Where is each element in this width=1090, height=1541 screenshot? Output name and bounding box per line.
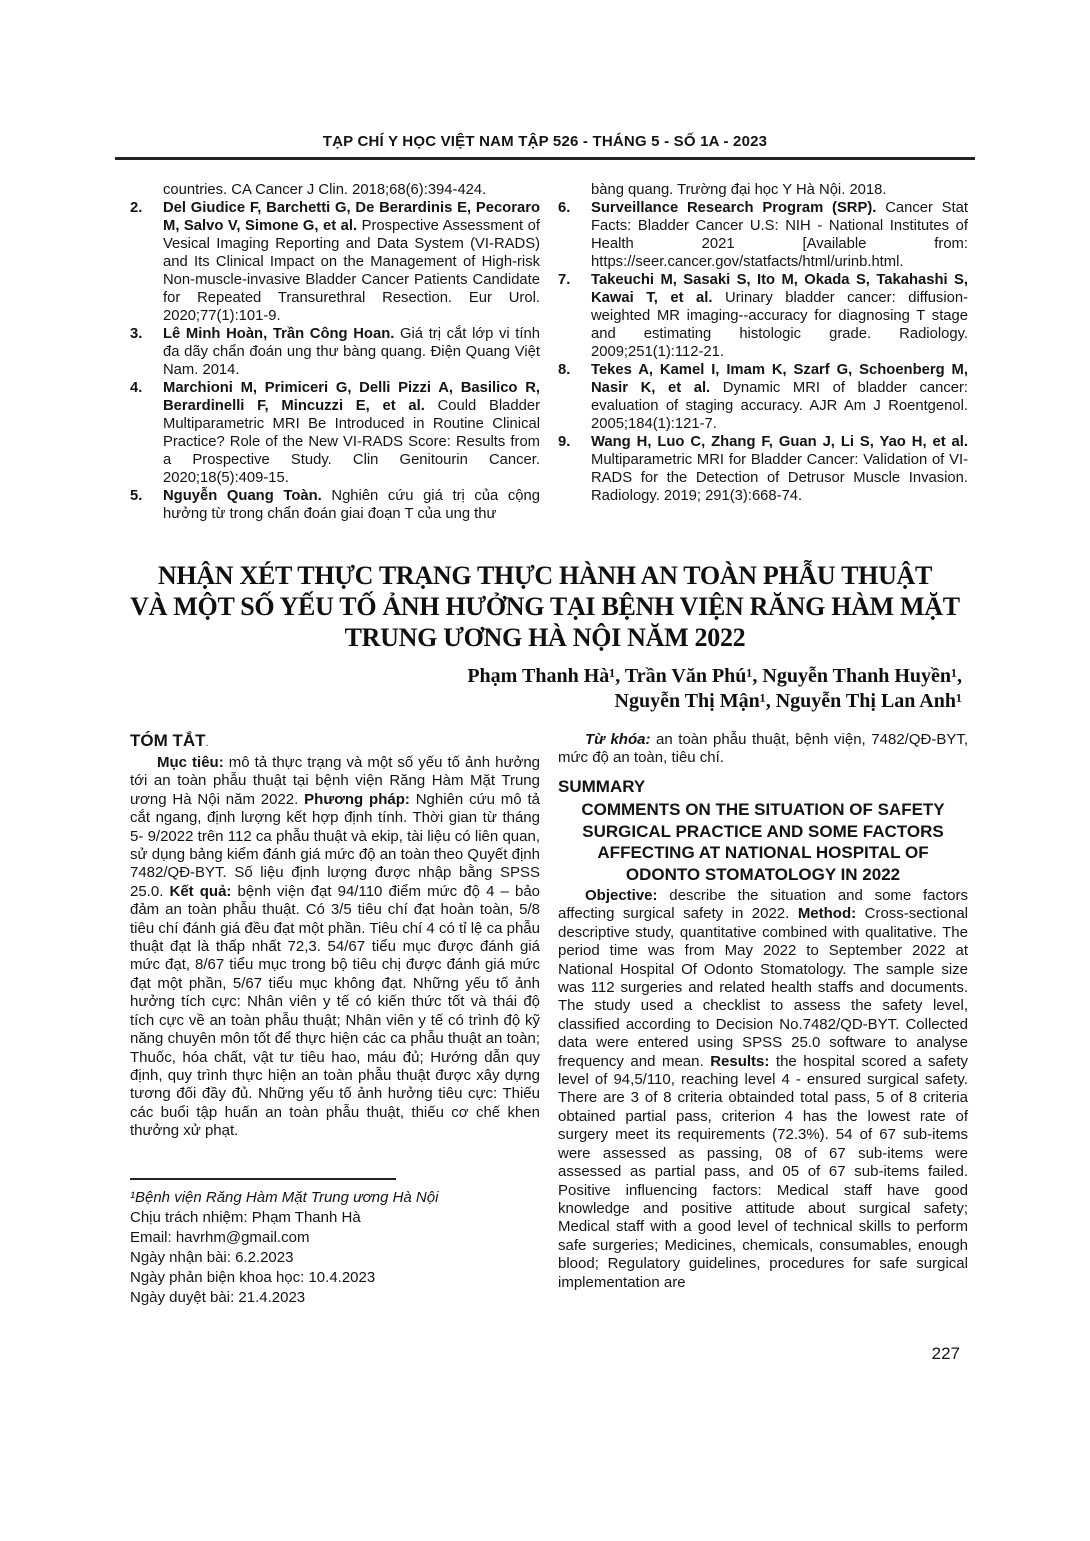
summary-title-line: AFFECTING AT NATIONAL HOSPITAL OF — [597, 843, 929, 863]
summary-heading: SUMMARY — [558, 776, 646, 796]
footnote-divider — [130, 1178, 396, 1180]
reference-citation: bàng quang. Trường đại học Y Hà Nội. 2018. — [591, 182, 887, 198]
references-right-column — [558, 181, 968, 523]
keywords-text: an toàn phẫu thuật, bệnh viện, 7482/QĐ-BYT, mức độ an toàn, tiêu chí. — [558, 731, 969, 767]
reference-authors: Surveillance Research Program (SRP). — [591, 200, 877, 216]
references-section — [130, 181, 968, 523]
left-column — [130, 731, 540, 1308]
summary-results-text: the hospital scored a safety level of 94,5/110, reaching level 4 - ensured surgical safety. There are 3 of 8 criteria obtainded total pass, 5 of 8 criteria obtained partial pass, criterion 4 has the lowest rate of surgery meet its requirements (72.3%). 54 of 67 sub-items were assessed as passing, 08 of 67 sub-items were assessed as partial pass, and 05 of 67 sub-items failed. Positive influencing factors: Medical staff have good knowledge and positive attitude about surgical safety; Medical staff with a good level of technical skills to perform safe surgeries; Medicines, chemicals, consumables, enough blood; Regulatory guidelines, procedures for safe surgical implementation are — [558, 1052, 968, 1291]
reference-number: 5. — [130, 488, 143, 504]
reference-item — [558, 361, 968, 433]
abstract-heading — [130, 731, 540, 751]
abstract-heading-mark: . — [205, 737, 209, 749]
article-authors — [130, 664, 962, 714]
journal-header-text: TẠP CHÍ Y HỌC VIỆT NAM TẬP 526 - THÁNG 5 - SỐ 1A - 2023 — [322, 133, 768, 150]
reference-text — [163, 325, 540, 379]
reference-number: 3. — [130, 326, 143, 342]
reference-citation: Urinary bladder cancer: diffusion-weighted MR imaging--accuracy for diagnosing T stage and estimating histologic grade. Radiology. 2009;251(1):112-21. — [591, 290, 968, 360]
page-number: 227 — [931, 1344, 960, 1363]
reference-number: 6. — [558, 200, 571, 216]
reference-citation: Multiparametric MRI for Bladder Cancer: Validation of VI-RADS for the Detection of Detrusor Muscle Invasion. Radiology. 2019; 291(3):668-74. — [591, 452, 968, 504]
reference-text — [591, 361, 968, 433]
keywords-paragraph — [558, 731, 968, 768]
reference-text — [163, 199, 540, 325]
reference-text — [591, 181, 968, 199]
footnote-block — [130, 1178, 540, 1308]
abstract-results-text: bệnh viện đạt 94/110 điểm mức độ 4 – bảo đảm an toàn phẫu thuật. Có 3/5 tiêu chí đạt hoàn toàn, 5/8 tiêu chí đánh giá đều đạt một phần. Tiêu chí 4 có tỉ lệ ca phẫu thuật đạt là thấp nhất 72,3. 54/67 tiểu mục được đánh giá mức đạt, 8/67 tiểu mục trong bộ tiêu chị được đánh giá mức đạt một phần, 5/67 tiểu mục không đạt. Những yếu tố ảnh hưởng tích cực: Nhân viên y tế có kiến thức tốt và thái độ tích cực về an toàn phẫu thuật; Nhân viên y tế có trình độ kỹ năng chuyên môn tốt để thực hiện các ca phẫu thuật an toàn; Thuốc, hóa chất, vật tư tiêu hao, máu đủ; Hướng dẫn quy định, quy trình thực hiện an toàn phẫu thuật được xây dựng tương đối đầy đủ. Những yếu tố ảnh hưởng tiêu cực: Thiếu các buổi tập huấn an toàn phẫu thuật, thiếu cơ chế khen thưởng xử phạt. — [130, 882, 540, 1140]
reference-authors: Wang H, Luo C, Zhang F, Guan J, Li S, Yao H, et al. — [591, 434, 968, 450]
reference-citation: Giá trị cắt lớp vi tính đa dãy chẩn đoán ung thư bàng quang. Điện Quang Việt Nam. 2014. — [163, 326, 540, 378]
footnote-email: Email: havrhm@gmail.com — [130, 1228, 310, 1246]
reference-number: 8. — [558, 362, 571, 378]
summary-results-label: Results: — [710, 1052, 776, 1070]
article-title-line: VÀ MỘT SỐ YẾU TỐ ẢNH HƯỞNG TẠI BỆNH VIỆN RĂNG HÀM MẶT — [130, 592, 960, 621]
summary-objective-text: describe the situation and some factors affecting surgical safety in 2022. — [558, 887, 968, 923]
author-line: Nguyễn Thị Mận¹, Nguyễn Thị Lan Anh¹ — [614, 690, 962, 712]
abstract-objective-label: Mục tiêu: — [157, 754, 229, 771]
reference-text — [591, 199, 968, 271]
summary-title — [558, 799, 968, 886]
reference-item — [558, 181, 968, 199]
reference-citation: Prospective Assessment of Vesical Imaging Reporting and Data System (VI-RADS) and Its Clinical Impact on the Management of High-risk Non-muscle-invasive Bladder Cancer Patients Candidate for Repeated Transurethral Resection. Eur Urol. 2020;77(1):101-9. — [163, 218, 540, 324]
reference-number: 4. — [130, 380, 143, 396]
summary-method-label: Method: — [797, 905, 865, 923]
reference-item — [130, 199, 540, 325]
reference-text — [591, 271, 968, 361]
reference-item — [130, 181, 540, 199]
footnote-accepted-date: Ngày duyệt bài: 21.4.2023 — [130, 1288, 306, 1306]
abstract-paragraph — [130, 754, 540, 1141]
reference-citation: countries. CA Cancer J Clin. 2018;68(6):394-424. — [163, 182, 487, 198]
footnote-affiliation: ¹Bệnh viện Răng Hàm Mặt Trung ương Hà Nội — [130, 1188, 439, 1206]
article-title — [126, 560, 964, 653]
journal-header — [115, 133, 975, 160]
right-column — [558, 731, 968, 1308]
reference-text — [163, 379, 540, 487]
reference-citation: Nghiên cứu giá trị của cộng hưởng từ trong chẩn đoán giai đoạn T của ung thư — [163, 488, 540, 522]
reference-number — [558, 181, 591, 199]
reference-item — [130, 379, 540, 487]
keywords-label: Từ khóa: — [585, 731, 657, 748]
reference-authors: Lê Minh Hoàn, Trần Công Hoan. — [163, 326, 395, 342]
article-body — [130, 731, 968, 1308]
reference-number — [130, 181, 163, 199]
reference-authors: Tekes A, Kamel I, Imam K, Szarf G, Schoenberg M, Nasir K, et al. — [591, 362, 968, 396]
abstract-results-label: Kết quả: — [169, 882, 238, 900]
article-title-line: NHẬN XÉT THỰC TRẠNG THỰC HÀNH AN TOÀN PHẪU THUẬT — [157, 561, 933, 590]
reference-citation: Cancer Stat Facts: Bladder Cancer U.S: NIH - National Institutes of Health 2021 [Available from: https://seer.cancer.gov/statfacts/html/urinb.html. — [591, 200, 968, 270]
abstract-method-label: Phương pháp: — [304, 790, 416, 808]
reference-number: 9. — [558, 434, 571, 450]
references-left-column — [130, 181, 540, 523]
reference-item — [558, 271, 968, 361]
summary-paragraph — [558, 887, 968, 1292]
reference-item — [130, 325, 540, 379]
summary-method-text: Cross-sectional descriptive study, quantitative combined with qualitative. The period time was from May 2022 to September 2022 at National Hospital Of Odonto Stomatology. The sample size was 112 surgeries and related health staffs and documents. The study used a checklist to assess the safety level, classified according to Decision No.7482/QD-BYT. Collected data were entered using SPSS 25.0 software to analyse frequency and mean. — [558, 905, 968, 1070]
reference-item — [130, 487, 540, 523]
reference-authors: Takeuchi M, Sasaki S, Ito M, Okada S, Takahashi S, Kawai T, et al. — [591, 272, 968, 306]
abstract-objective-text: mô tả thực trạng và một số yếu tố ảnh hưởng tới an toàn phẫu thuật tại bệnh viện Răng Hàm Mặt Trung ương Hà Nội năm 2022. — [130, 754, 541, 808]
reference-item — [558, 433, 968, 505]
reference-number: 7. — [558, 272, 571, 288]
reference-citation: Could Bladder Multiparametric MRI Be Introduced in Routine Clinical Practice? Role of the New VI-RADS Score: Results from a Prospective Study. Clin Genitourin Cancer. 2020;18(5):409-15. — [163, 398, 540, 486]
abstract-heading-text: TÓM TẮT — [130, 731, 206, 750]
reference-text — [163, 487, 540, 523]
summary-objective-label: Objective: — [585, 887, 670, 904]
article-title-line: TRUNG ƯƠNG HÀ NỘI NĂM 2022 — [344, 623, 746, 652]
abstract-method-text: Nghiên cứu mô tả cắt ngang, định lượng kết hợp định tính. Thời gian từ tháng 5- 9/2022 trên 112 ca phẫu thuật và ekip, tài liệu có liên quan, sử dụng bảng kiểm đánh giá mức độ an toàn theo Quyết định 7482/QĐ-BYT. Số liệu định lượng được nhập bằng SPSS 25.0. — [130, 790, 540, 900]
summary-title-line: SURGICAL PRACTICE AND SOME FACTORS — [582, 821, 944, 841]
reference-authors: Nguyễn Quang Toàn. — [163, 488, 322, 504]
reference-number: 2. — [130, 200, 143, 216]
reference-authors: Del Giudice F, Barchetti G, De Berardinis E, Pecoraro M, Salvo V, Simone G, et al. — [163, 200, 540, 234]
reference-authors: Marchioni M, Primiceri G, Delli Pizzi A, Basilico R, Berardinelli F, Mincuzzi E, et al. — [163, 380, 540, 414]
reference-text — [591, 433, 968, 505]
author-line: Phạm Thanh Hà¹, Trần Văn Phú¹, Nguyễn Thanh Huyền¹, — [467, 665, 962, 687]
footnote-review-date: Ngày phản biện khoa học: 10.4.2023 — [130, 1268, 376, 1286]
summary-title-line: COMMENTS ON THE SITUATION OF SAFETY — [581, 799, 945, 819]
reference-text — [163, 181, 540, 199]
summary-title-line: ODONTO STOMATOLOGY IN 2022 — [625, 865, 901, 885]
footnote-received-date: Ngày nhận bài: 6.2.2023 — [130, 1248, 294, 1266]
reference-item — [558, 199, 968, 271]
footnote-responsible: Chịu trách nhiệm: Phạm Thanh Hà — [130, 1208, 361, 1226]
reference-citation: Dynamic MRI of bladder cancer: evaluation of staging accuracy. AJR Am J Roentgenol. 2005;184(1):121-7. — [591, 380, 968, 432]
